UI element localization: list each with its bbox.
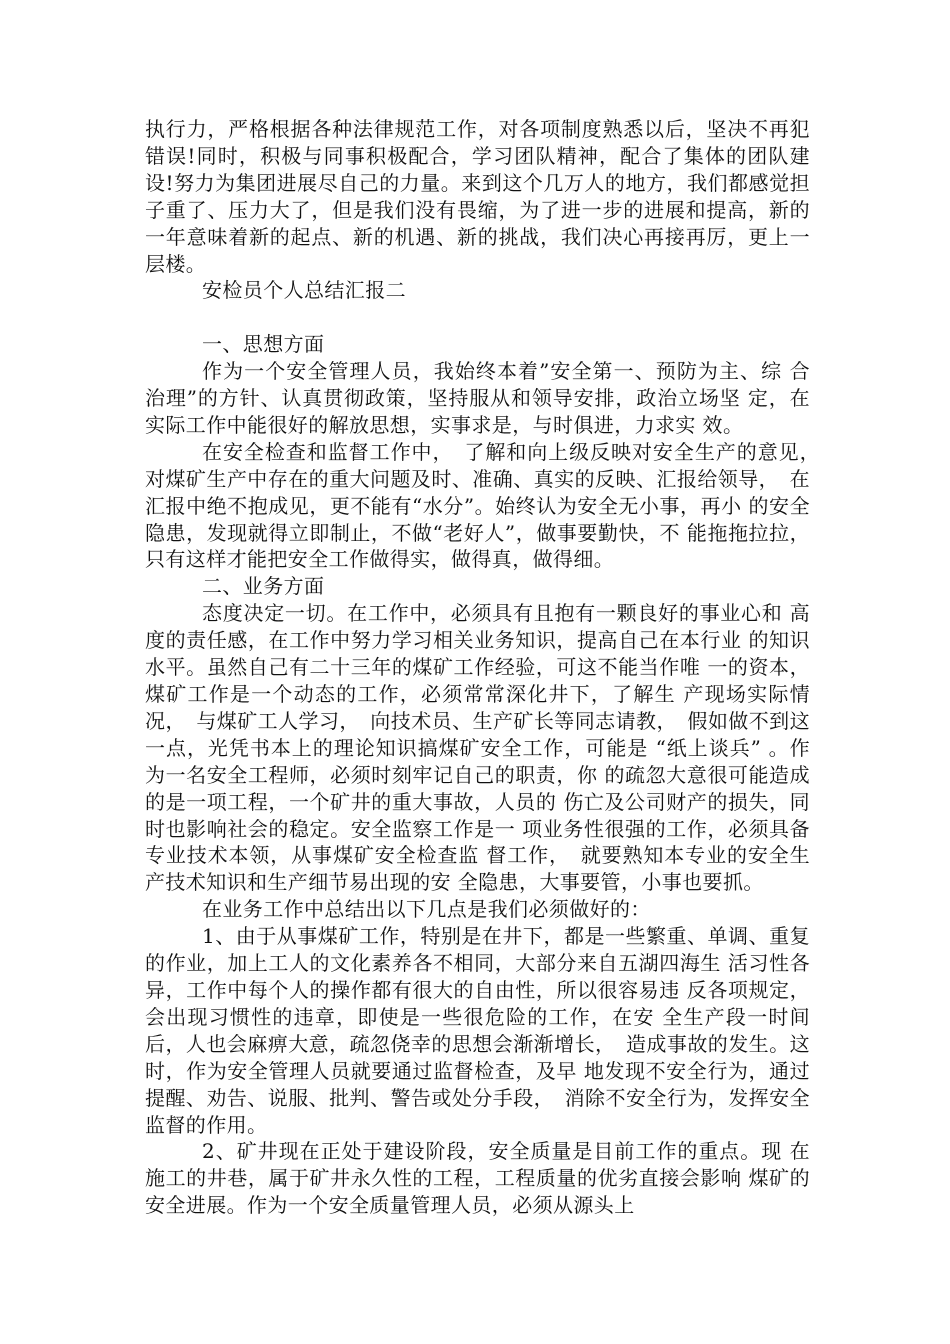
paragraph-business-2: 在业务工作中总结出以下几点是我们必须做好的： [202,897,651,922]
paragraph-thought-2: 在安全检查和监督工作中， 了解和向上级反映对安全生产的意见， 对煤矿生产中存在的重大问题及时、准确、真实的反映、汇报给领导， 在汇报中绝不抱成见，更不能有“水分”。始终认为安全无小事，再小 的安全隐患，发现就得立即制止，不做“老好人”，做事要勤快，不 能拖拖拉拉，只有这样才能把安全工作做得实，做得真，做得细。 [145,439,831,572]
intro-paragraph: 执行力，严格根据各种法律规范工作，对各项制度熟悉以后，坚决不再犯错误!同时，积极与同事积极配合，学习团队精神，配合了集体的团队建设!努力为集团进展尽自己的力量。来到这个几万人的地方，我们都感觉担子重了、压力大了，但是我们没有畏缩，为了进一步的进展和提高，新的一年意味着新的起点、新的机遇、新的挑战，我们决心再接再厉，更上一层楼。 [145,117,810,276]
section-title: 安检员个人总结汇报二 [202,278,406,303]
paragraph-business-1: 态度决定一切。在工作中，必须具有且抱有一颗良好的事业心和 高度的责任感，在工作中努力学习相关业务知识，提高自己在本行业 的知识水平。虽然自己有二十三年的煤矿工作经验，可这不能当作唯 一的资本，煤矿工作是一个动态的工作，必须常常深化井下，了解生 产现场实际情况， 与煤矿工人学习， 向技术员、生产矿长等同志请教， 假如做不到这一点，光凭书本上的理论知识搞煤矿安全工作，可能是 “纸上谈兵” 。作为一名安全工程师，必须时刻牢记自己的职责，你 的疏忽大意很可能造成的是一项工程，一个矿井的重大事故，人员的 伤亡及公司财产的损失，同时也影响社会的稳定。安全监察工作是一 项业务性很强的工作，必须具备专业技术本领，从事煤矿安全检查监 督工作， 就要熟知本专业的安全生产技术知识和生产细节易出现的安 全隐患，大事要管，小事也要抓。 [145,601,810,895]
heading-thought: 一、思想方面 [202,332,325,357]
heading-business: 二、业务方面 [202,574,325,599]
document-page [145,116,831,1219]
paragraph-point-2: 2、矿井现在正处于建设阶段，安全质量是目前工作的重点。现 在施工的井巷，属于矿井永久性的工程，工程质量的优劣直接会影响 煤矿的安全进展。作为一个安全质量管理人员，必须从源头上 [145,1139,810,1218]
blank-line [145,304,810,331]
paragraph-point-1: 1、由于从事煤矿工作，特别是在井下，都是一些繁重、单调、重复的作业，加上工人的文化素养各不相同，大部分来自五湖四海生 活习性各异，工作中每个人的操作都有很大的自由性，所以很容易违 反各项规定，会出现习惯性的违章，即使是一些很危险的工作，在安 全生产段一时间后，人也会麻痹大意，疏忽侥幸的思想会渐渐增长， 造成事故的发生。这时，作为安全管理人员就要通过监督检查，及早 地发现不安全行为，通过提醒、劝告、说服、批判、警告或处分手段， 消除不安全行为，发挥安全监督的作用。 [145,924,810,1137]
paragraph-thought-1: 作为一个安全管理人员，我始终本着”安全第一、预防为主、综 合治理”的方针、认真贯彻政策，坚持服从和领导安排，政治立场坚 定，在实际工作中能很好的解放思想，实事求是，与时俱进，力求实 效。 [145,359,810,437]
